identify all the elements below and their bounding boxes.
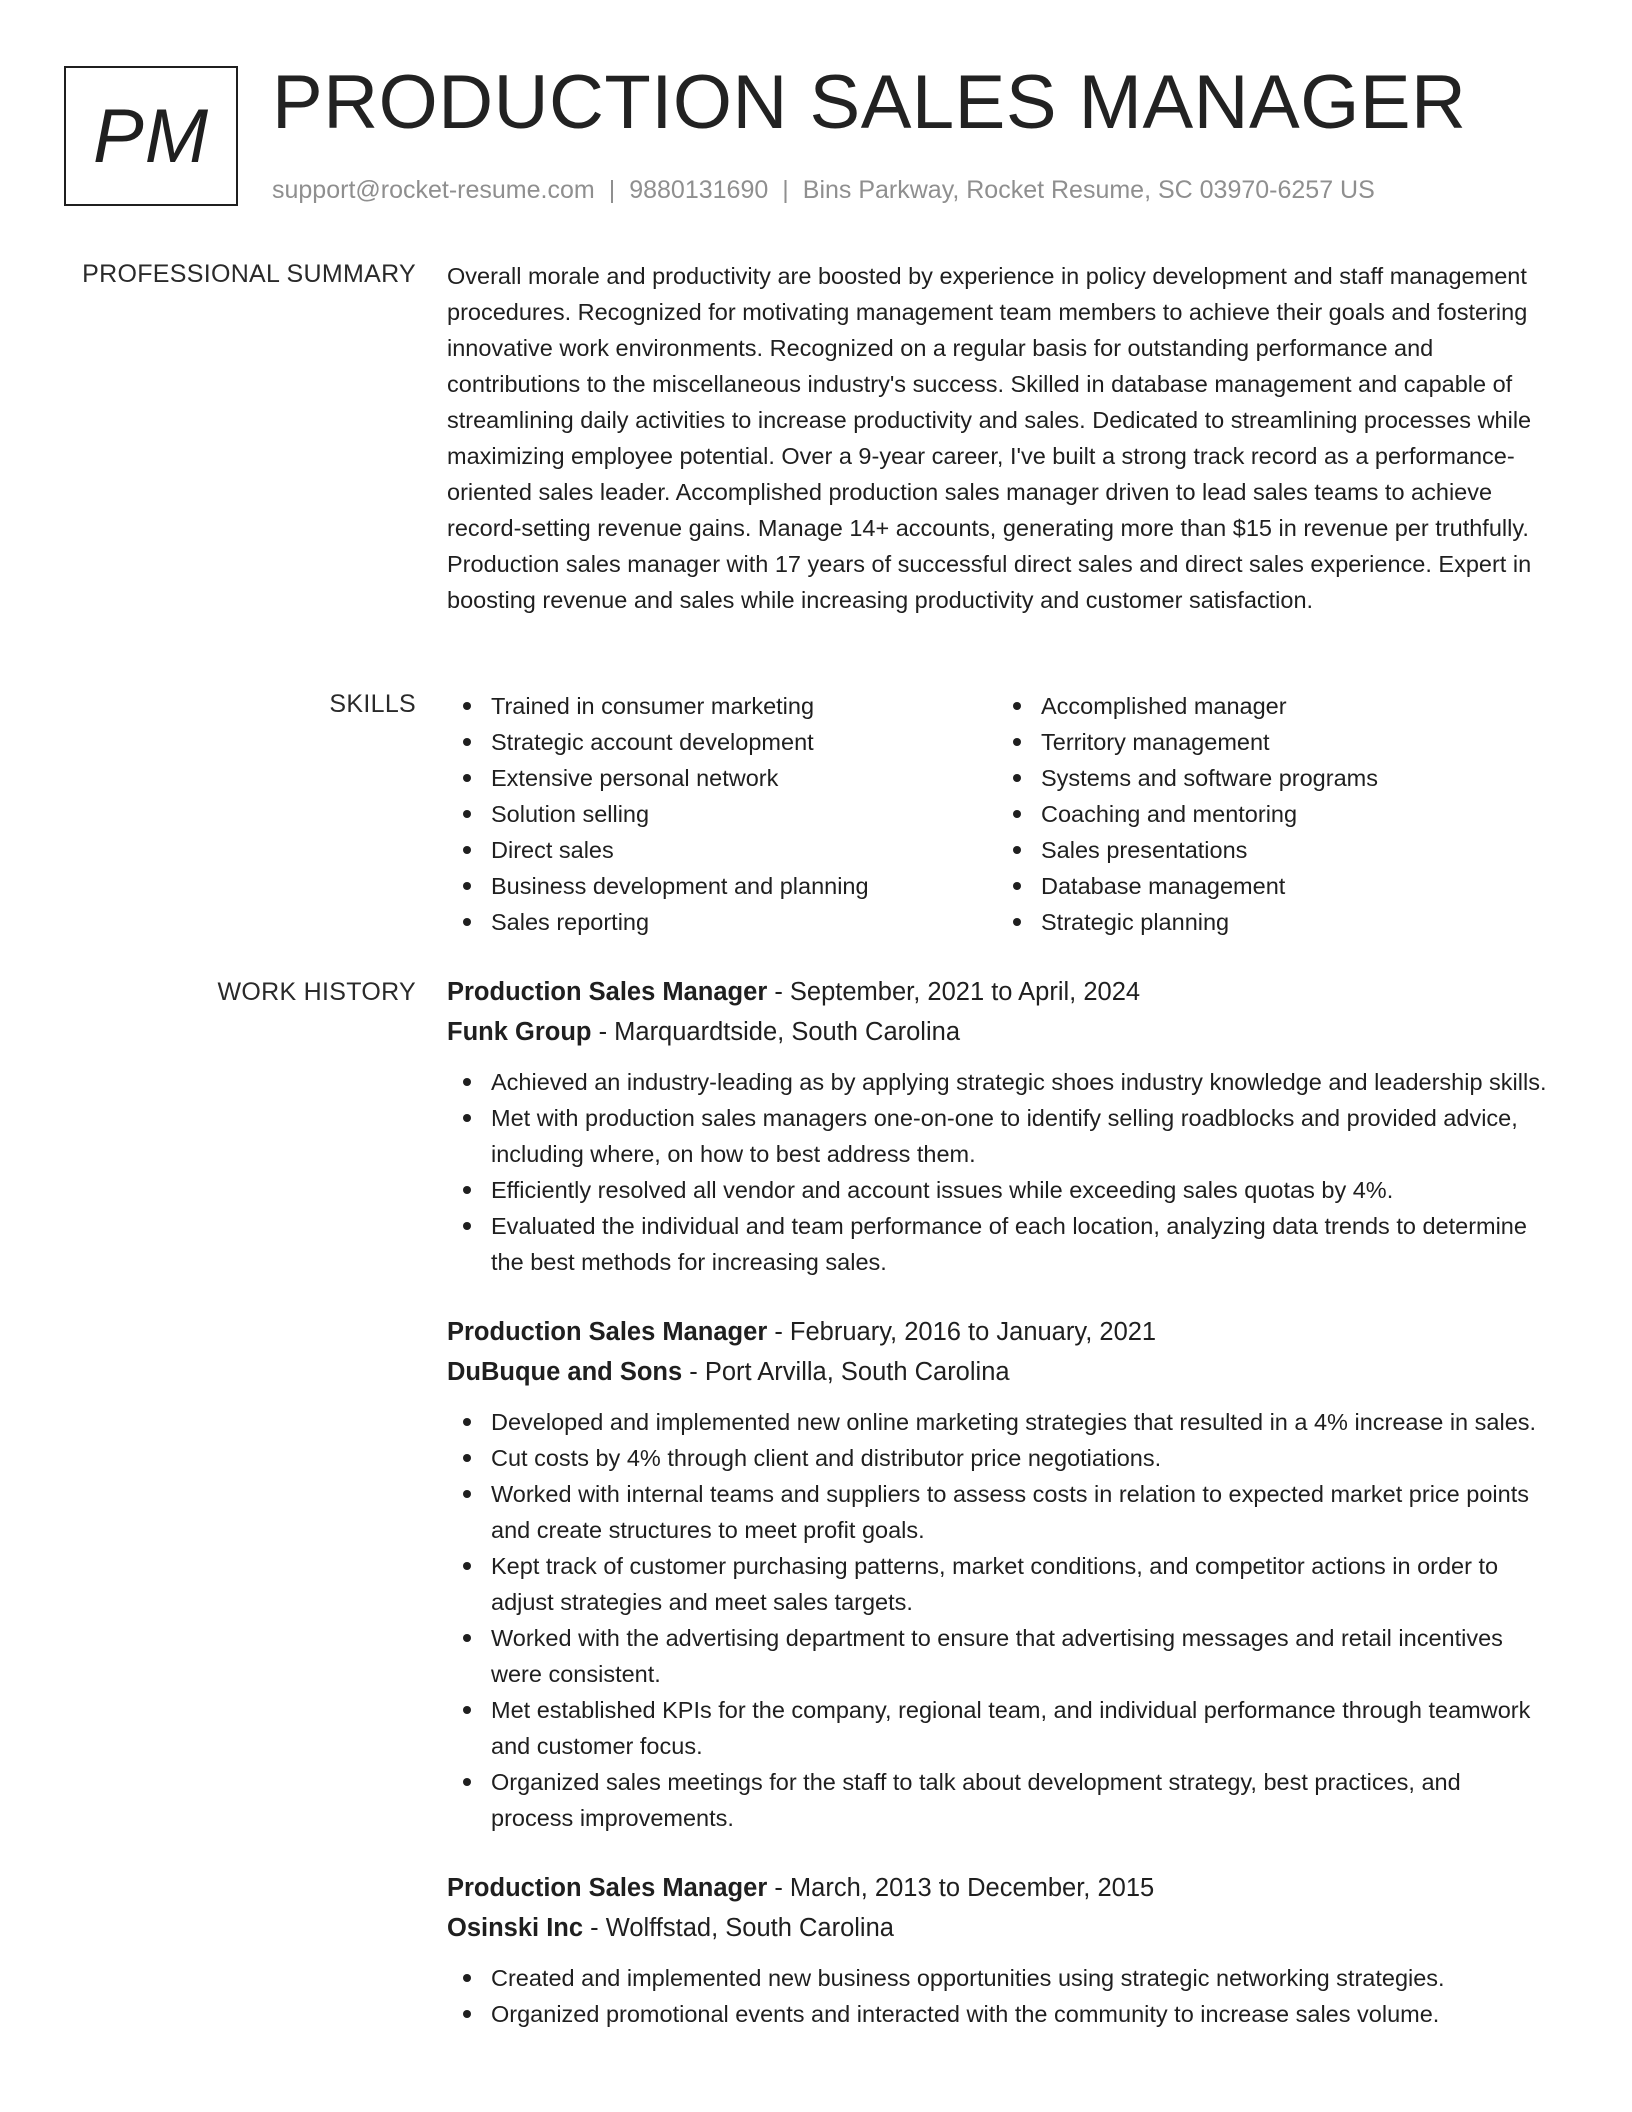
job-dates: - February, 2016 to January, 2021 (767, 1318, 1157, 1346)
job-title: Production Sales Manager (447, 1318, 768, 1346)
skill-item: Business development and planning (447, 868, 997, 904)
skill-item: Sales reporting (447, 904, 997, 940)
job-bullet: Cut costs by 4% through client and distributor price negotiations. (447, 1440, 1547, 1476)
job-bullet: Worked with the advertising department to ensure that advertising messages and retail incentives were consistent. (447, 1620, 1547, 1692)
job-title-line (447, 972, 1547, 1012)
skill-item: Extensive personal network (447, 760, 997, 796)
job-entry (447, 972, 1547, 1280)
monogram-logo: PM (64, 66, 238, 206)
job-company-line (447, 1012, 1547, 1052)
contact-phone[interactable]: 9880131690 (629, 176, 769, 204)
job-bullets (447, 1960, 1547, 2032)
job-dates: - September, 2021 to April, 2024 (767, 978, 1141, 1006)
contact-line (272, 174, 1375, 206)
skill-item: Accomplished manager (997, 688, 1547, 724)
skills-list-left (447, 688, 997, 940)
job-title-line (447, 1312, 1547, 1352)
skill-item: Territory management (997, 724, 1547, 760)
contact-address: Bins Parkway, Rocket Resume, SC 03970-6257 US (802, 176, 1375, 204)
skills-heading: SKILLS (329, 690, 416, 718)
contact-separator: | (782, 176, 789, 204)
skill-item: Coaching and mentoring (997, 796, 1547, 832)
job-location: - Wolffstad, South Carolina (583, 1914, 894, 1942)
summary-text: Overall morale and productivity are boosted by experience in policy development and staff management procedures. Recognized for motivating management team members to achieve their goals and fostering innovative work environments. Recognized on a regular basis for outstanding performance and contributions to the miscellaneous industry's success. Skilled in database management and capable of streamlining daily activities to increase productivity and sales. Dedicated to streamlining processes while maximizing employee potential. Over a 9-year career, I've built a strong track record as a performance-oriented sales leader. Accomplished production sales manager driven to lead sales teams to achieve record-setting revenue gains. Manage 14+ accounts, generating more than $15 in revenue per truthfully. Production sales manager with 17 years of successful direct sales and direct sales experience. Expert in boosting revenue and sales while increasing productivity and customer satisfaction. (447, 263, 1532, 613)
job-bullet: Worked with internal teams and suppliers to assess costs in relation to expected market price points and create structures to meet profit goals. (447, 1476, 1547, 1548)
job-company: Funk Group (447, 1018, 592, 1046)
skill-item: Trained in consumer marketing (447, 688, 997, 724)
job-entry (447, 1312, 1547, 1836)
job-bullets (447, 1404, 1547, 1836)
job-dates: - March, 2013 to December, 2015 (767, 1874, 1155, 1902)
page-title: PRODUCTION SALES MANAGER (272, 60, 1467, 145)
work-history-heading: WORK HISTORY (217, 978, 416, 1006)
work-history-section (447, 972, 1547, 2064)
contact-separator: | (608, 176, 616, 204)
job-bullet: Achieved an industry-leading as by applying strategic shoes industry knowledge and leadership skills. (447, 1064, 1547, 1100)
skills-columns (447, 688, 1547, 940)
job-location: - Marquardtside, South Carolina (591, 1018, 961, 1046)
job-bullet: Evaluated the individual and team performance of each location, analyzing data trends to determine the best methods for increasing sales. (447, 1208, 1547, 1280)
job-company: Osinski Inc (447, 1914, 584, 1942)
job-bullet: Organized sales meetings for the staff to talk about development strategy, best practices, and process improvements. (447, 1764, 1547, 1836)
job-bullet: Developed and implemented new online marketing strategies that resulted in a 4% increase in sales. (447, 1404, 1547, 1440)
job-location: - Port Arvilla, South Carolina (682, 1358, 1010, 1386)
contact-email[interactable]: support@rocket-resume.com (272, 176, 595, 204)
job-entry (447, 1868, 1547, 2032)
summary-section (447, 258, 1547, 618)
summary-heading: PROFESSIONAL SUMMARY (82, 260, 416, 288)
job-bullet: Organized promotional events and interacted with the community to increase sales volume. (447, 1996, 1547, 2032)
skill-item: Solution selling (447, 796, 997, 832)
job-bullet: Created and implemented new business opportunities using strategic networking strategies. (447, 1960, 1547, 1996)
skill-item: Strategic account development (447, 724, 997, 760)
job-bullet: Efficiently resolved all vendor and account issues while exceeding sales quotas by 4%. (447, 1172, 1547, 1208)
skill-item: Strategic planning (997, 904, 1547, 940)
skill-item: Systems and software programs (997, 760, 1547, 796)
job-title: Production Sales Manager (447, 978, 768, 1006)
skills-section (447, 688, 1547, 940)
job-company: DuBuque and Sons (447, 1358, 683, 1386)
job-company-line (447, 1908, 1547, 1948)
skill-item: Database management (997, 868, 1547, 904)
job-company-line (447, 1352, 1547, 1392)
job-bullets (447, 1064, 1547, 1280)
job-title-line (447, 1868, 1547, 1908)
job-bullet: Met established KPIs for the company, regional team, and individual performance through teamwork and customer focus. (447, 1692, 1547, 1764)
skills-list-right (997, 688, 1547, 940)
job-bullet: Met with production sales managers one-on-one to identify selling roadblocks and provided advice, including where, on how to best address them. (447, 1100, 1547, 1172)
skill-item: Direct sales (447, 832, 997, 868)
skill-item: Sales presentations (997, 832, 1547, 868)
job-bullet: Kept track of customer purchasing patterns, market conditions, and competitor actions in order to adjust strategies and meet sales targets. (447, 1548, 1547, 1620)
job-title: Production Sales Manager (447, 1874, 768, 1902)
